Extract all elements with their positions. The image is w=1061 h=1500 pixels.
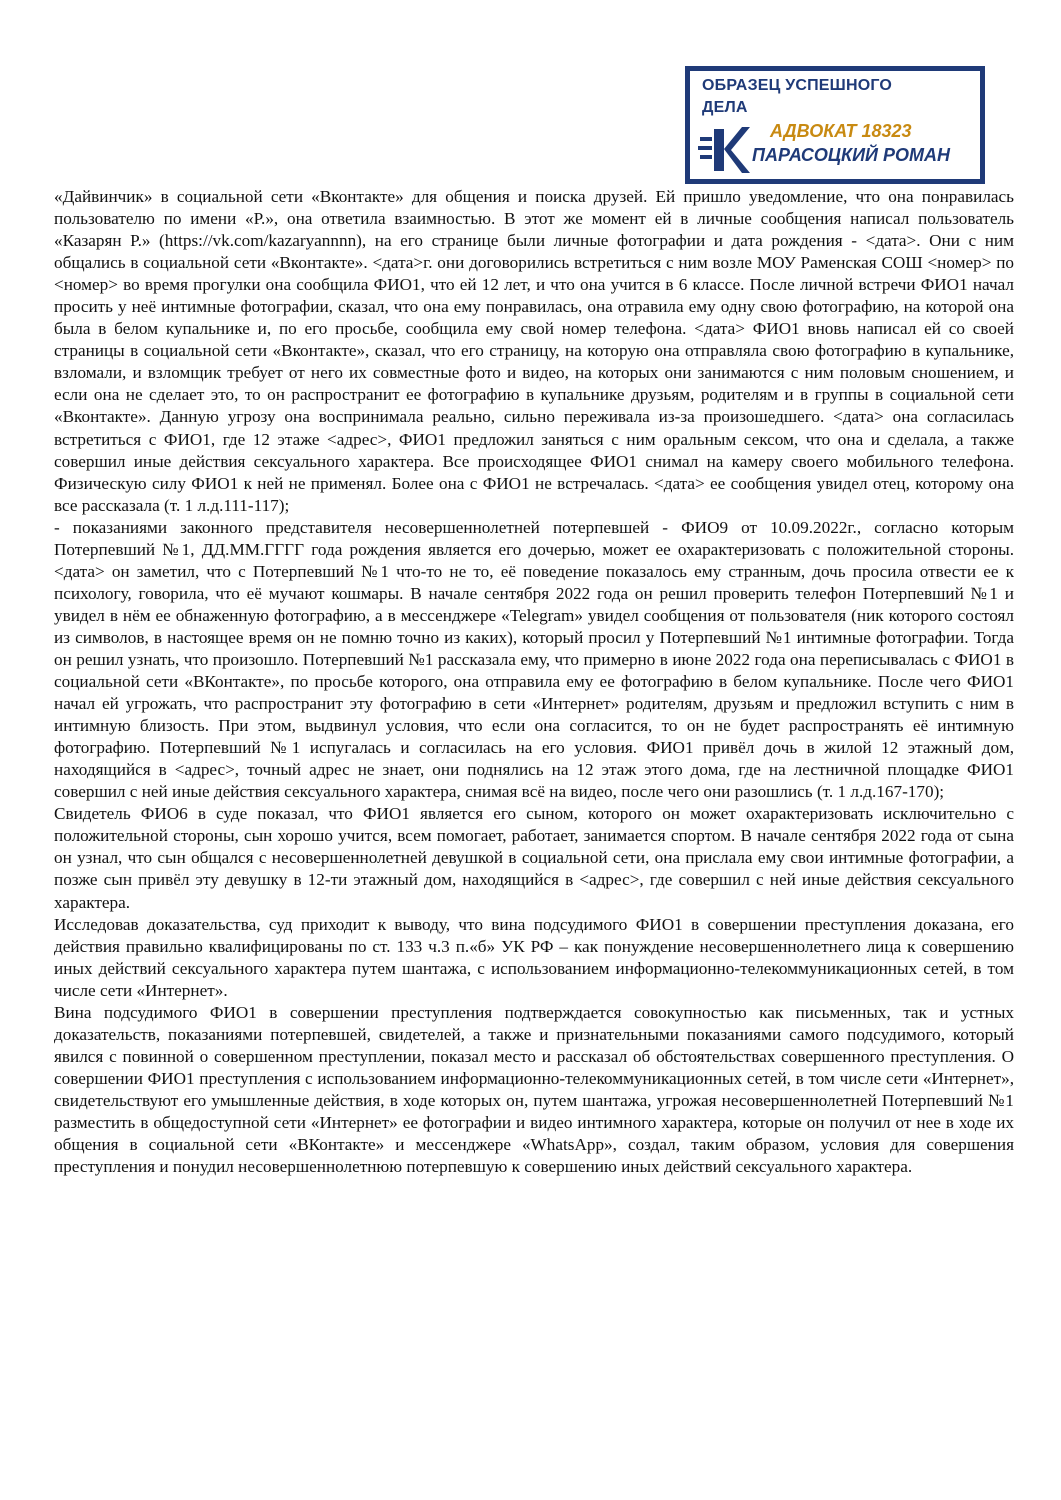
paragraph-representative-testimony: - показаниями законного представителя несовершеннолетней потерпевшей - ФИО9 от 10.09.2022г., согласно которым Потерпевший №1, ДД.ММ.ГГГГ года рождения является его дочерью, может ее охарактеризовать с положительной стороны. <дата> он заметил, что с Потерпевший №1 что-то не то, её поведение показалось ему странным, дочь просила отвести ее к психологу, говорила, что её мучают кошмары. В начале сентября 2022 года он решил проверить телефон Потерпевший №1 и увидел в нём ее обнаженную фотографию, а в мессенджере «Telegram» увидел сообщения от пользователя (ник которого состоял из символов, в настоящее время он не помню точно из каких), который просил у Потерпевший №1 интимные фотографии. Тогда он решил узнать, что произошло. Потерпевший №1 рассказала ему, что примерно в июне 2022 года она переписывалась с ФИО1 в социальной сети «ВКонтакте», по просьбе которого, она отправила ему ее фотографию в белом купальнике. После чего ФИО1 начал ей угрожать, что распространит эту фотографию в сети «Интернет» родителям, друзьям и предложил вступить с ним в интимную близость. При этом, выдвинул условия, что если она согласится, то он не будет распространять её интимную фотографию. Потерпевший №1 испугалась и согласилась на его условия. ФИО1 привёл дочь в жилой 12 этажный дом, находящийся в <адрес>, точный адрес не знает, они поднялись на 12 этаж этого дома, где на лестничной площадке ФИО1 совершил с ней иные действия сексуального характера, снимая всё на видео, после чего они разошлись (т. 1 л.д.167-170);: [54, 517, 1014, 802]
stamp-title-line2: ДЕЛА: [702, 99, 748, 116]
paragraph-victim-testimony: «Дайвинчик» в социальной сети «Вконтакте» для общения и поиска друзей. Ей пришло уведомление, что она понравилась пользователю по имени «Р.», она ответила взаимностью. В этот же момент ей в личные сообщения написал пользователь «Казарян Р.» (https://vk.com/kazaryannnn), на его странице были личные фотографии и дата рождения - <дата>. Они с ним общались в социальной сети «Вконтакте». <дата>г. они договорились встретиться с ним возле МОУ Раменская СОШ <номер> по <номер> во время прогулки она сообщила ФИО1, что ей 12 лет, и что она учится в 6 классе. После личной встречи ФИО1 начал просить у неё интимные фотографии, сказал, что она ему понравилась, она отравила ему одну свою фотографию, на которой она была в белом купальнике и, по его просьбе, сообщила ему свой номер телефона. <дата> ФИО1 вновь написал ей со своей страницы в социальной сети «Вконтакте», сказал, что его страницу, на которую она отправляла свою фотографию в купальнике, взломали, и взломщик требует от него их совместные фото и видео, на которых они занимаются с ним половым сношением, и если она не сделает это, то он распространит ее фотографию в купальнике друзьям, родителям и в группы в социальной сети «Вконтакте». Данную угрозу она воспринимала реально, сильно переживала из-за произошедшего. <дата> она согласилась встретиться с ФИО1, где 12 этаже <адрес>, ФИО1 предложил заняться с ним оральным сексом, что она и сделала, а также совершил иные действия сексуального характера. Все происходящее ФИО1 снимал на камеру своего мобильного телефона. Физическую силу ФИО1 к ней не применял. Более она с ФИО1 не встречалась. <дата> ее сообщения увидел отец, которому она все рассказала (т. 1 л.д.111-117);: [54, 187, 1014, 515]
paragraph-guilt-evidence: Вина подсудимого ФИО1 в совершении преступления подтверждается совокупностью как письменных, так и устных доказательств, показаниями потерпевшей, свидетелей, а также и признательными показаниями самого подсудимого, который явился с повинной о совершенном преступлении, показал место и рассказал об обстоятельствах совершенного преступления. О совершении ФИО1 преступления с использованием информационно-телекоммуникационных сетей, в том числе сети «Интернет», свидетельствуют его умышленные действия, в ходе которых он, путем шантажа, угрожая несовершеннолетней Потерпевший №1 разместить в общедоступной сети «Интернет» ее фотографии и видео интимного характера, которые он получил от нее в ходе их общения в социальной сети «ВКонтакте» и мессенджере «WhatsApp», создал, таким образом, условия для совершения преступления и понудил несовершеннолетнюю потерпевшую к совершению иных действий сексуального характера.: [54, 1002, 1014, 1177]
stamp-lawyer-name: ПАРАСОЦКИЙ РОМАН: [752, 145, 950, 165]
lawyer-stamp: [685, 66, 985, 184]
document-body: [54, 186, 1014, 1178]
paragraph-court-conclusion: Исследовав доказательства, суд приходит к выводу, что вина подсудимого ФИО1 в совершении преступления доказана, его действия правильно квалифицированы по ст. 133 ч.3 п.«б» УК РФ – как понуждение несовершеннолетнего лица к совершению иных действий сексуального характера путем шантажа, с использованием информационно-телекоммуникационных сетей, в том числе сети «Интернет».: [54, 914, 1014, 1000]
stamp-advocate-number: АДВОКАТ 18323: [770, 121, 912, 141]
stamp-title-line1: ОБРАЗЕЦ УСПЕШНОГО: [702, 77, 893, 94]
law-firm-logo-icon: [698, 121, 750, 177]
paragraph-witness-testimony: Свидетель ФИО6 в суде показал, что ФИО1 является его сыном, которого он может охарактеризовать исключительно с положительной стороны, сын хорошо учится, всем помогает, работает, занимается спортом. В начале сентября 2022 года от сына он узнал, что сын общался с несовершеннолетней девушкой в социальной сети, она прислала ему свои интимные фотографии, а позже сын привёл эту девушку в 12-ти этажный дом, находящийся в <адрес>, где совершил с ней иные действия сексуального характера.: [54, 804, 1014, 912]
